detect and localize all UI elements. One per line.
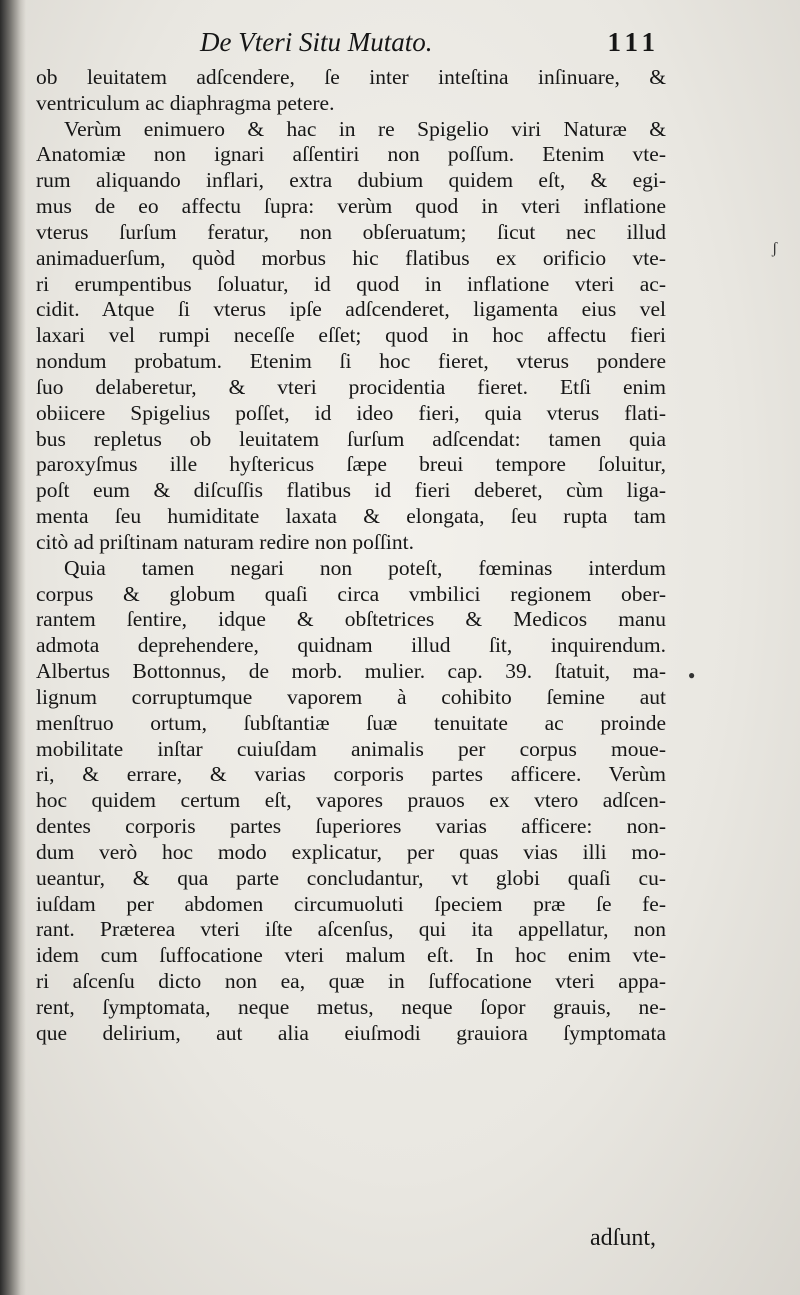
page-header xyxy=(200,26,660,58)
text-line: iuſdam per abdomen circumuoluti ſpeciem præ ſe fe- xyxy=(36,891,666,916)
text-line: dum verò hoc modo explicatur, per quas vias illi mo- xyxy=(36,839,666,864)
text-line: Anatomiæ non ignari aſſentiri non poſſum. Etenim vte- xyxy=(36,142,666,167)
text-line: ri, & errare, & varias corporis partes afficere. Verùm xyxy=(36,762,666,787)
text-line: obiicere Spigelius poſſet, id ideo fieri, quia vterus flati- xyxy=(36,400,666,425)
text-line: corpus & globum quaſi circa vmbilici regionem ober- xyxy=(36,581,666,606)
text-line: Albertus Bottonnus, de morb. mulier. cap. 39. ſtatuit, ma- xyxy=(36,659,666,684)
text-line: poſt eum & diſcuſſis flatibus id fieri deberet, cùm liga- xyxy=(36,478,666,503)
page-number: 111 xyxy=(607,27,660,57)
text-line: citò ad priſtinam naturam redire non poſſint. xyxy=(36,529,414,554)
text-line: mobilitate inſtar cuiuſdam animalis per corpus moue- xyxy=(36,736,666,761)
text-line: bus repletus ob leuitatem ſurſum adſcendat: tamen quia xyxy=(36,426,666,451)
text-line: cidit. Atque ſi vterus ipſe adſcenderet, ligamenta eius vel xyxy=(36,297,666,322)
paragraph-first-line: Verùm enimuero & hac in re Spigelio viri Naturæ & xyxy=(64,116,666,141)
text-line: menſtruo ortum, ſubſtantiæ ſuæ tenuitate ac proinde xyxy=(36,710,666,735)
text-line: que delirium, aut alia eiuſmodi grauiora ſymptomata xyxy=(36,1020,666,1045)
text-line: dentes corporis partes ſuperiores varias afficere: non- xyxy=(36,814,666,839)
text-line: ueantur, & qua parte concludantur, vt globi quaſi cu- xyxy=(36,865,666,890)
body-text xyxy=(36,65,666,1046)
text-line: animaduerſum, quòd morbus hic flatibus ex orificio vte- xyxy=(36,245,666,270)
text-line: rantem ſentire, idque & obſtetrices & Medicos manu xyxy=(36,607,666,632)
text-line: lignum corruptumque vaporem à cohibito ſemine aut xyxy=(36,684,666,709)
margin-speck: ʃ xyxy=(772,240,778,257)
running-head: De Vteri Situ Mutato. xyxy=(200,27,433,57)
text-line: idem cum ſuffocatione vteri malum eſt. In hoc enim vte- xyxy=(36,943,666,968)
text-line: ſuo delaberetur, & vteri procidentia fieret. Etſi enim xyxy=(36,374,666,399)
text-line: ob leuitatem adſcendere, ſe inter inteſtina inſinuare, & xyxy=(36,65,666,89)
text-line: mus de eo affectu ſupra: verùm quod in vteri inflatione xyxy=(36,194,666,219)
page-gutter-shadow xyxy=(0,0,26,1295)
text-line: rent, ſymptomata, neque metus, neque ſopor grauis, ne- xyxy=(36,994,666,1019)
text-line: paroxyſmus ille hyſtericus ſæpe breui tempore ſoluitur, xyxy=(36,452,666,477)
catchword: adſunt, xyxy=(590,1225,656,1251)
text-line: vterus ſurſum feratur, non obſeruatum; ſicut nec illud xyxy=(36,219,666,244)
text-line: rum aliquando inflari, extra dubium quidem eſt, & egi- xyxy=(36,168,666,193)
text-line: ventriculum ac diaphragma petere. xyxy=(36,90,335,115)
text-line: ri erumpentibus ſoluatur, id quod in inflatione vteri ac- xyxy=(36,271,666,296)
text-line: ri aſcenſu dicto non ea, quæ in ſuffocatione vteri appa- xyxy=(36,968,666,993)
text-line: hoc quidem certum eſt, vapores prauos ex vtero adſcen- xyxy=(36,788,666,813)
text-line: menta ſeu humiditate laxata & elongata, ſeu rupta tam xyxy=(36,504,666,529)
paragraph-first-line: Quia tamen negari non poteſt, fœminas interdum xyxy=(64,555,666,580)
text-line: rant. Præterea vteri iſte aſcenſus, qui ita appellatur, non xyxy=(36,917,666,942)
text-line: admota deprehendere, quidnam illud ſit, inquirendum. xyxy=(36,633,666,658)
text-line: laxari vel rumpi neceſſe eſſet; quod in hoc affectu fieri xyxy=(36,323,666,348)
text-line: nondum probatum. Etenim ſi hoc fieret, vterus pondere xyxy=(36,349,666,374)
ink-dot: ● xyxy=(688,668,696,682)
